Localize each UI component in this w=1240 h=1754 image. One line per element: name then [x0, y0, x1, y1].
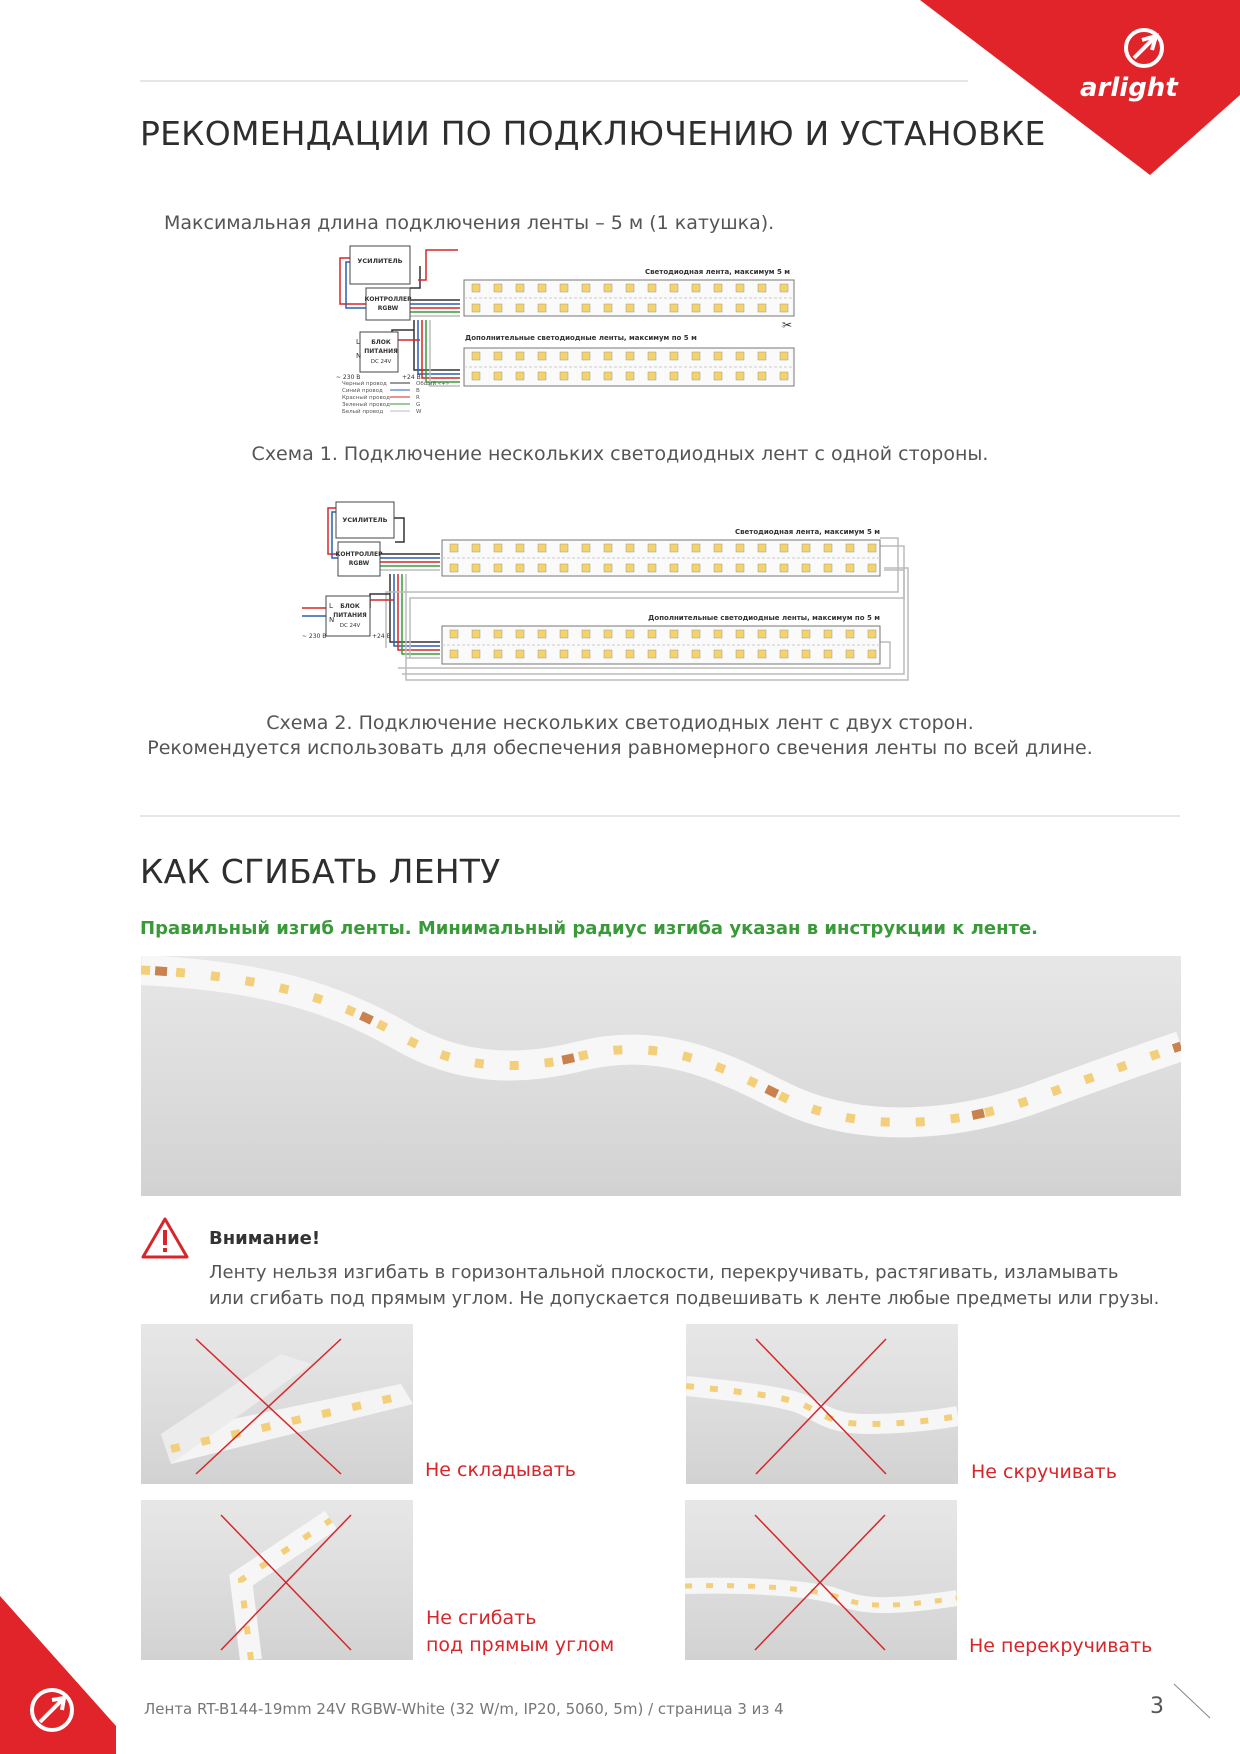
- led-chip: [626, 284, 634, 292]
- footer-text: Лента RT-B144-19mm 24V RGBW-White (32 W/m, IP20, 5060, 5m) / страница 3 из 4: [144, 1700, 784, 1718]
- amplifier-box: [350, 246, 410, 284]
- led-strip-2: [442, 626, 880, 664]
- led-chip: [648, 352, 656, 360]
- led-chip: [516, 564, 524, 572]
- svg-text:+24 В: +24 В: [402, 374, 421, 381]
- led-chip: [450, 650, 458, 658]
- led-chip: [758, 304, 766, 312]
- led-chip: [494, 564, 502, 572]
- led-chip: [538, 630, 546, 638]
- led-chip: [582, 284, 590, 292]
- led-chip: [472, 372, 480, 380]
- led-chip: [560, 284, 568, 292]
- label-do-not-bend-line2: под прямым углом: [426, 1634, 615, 1656]
- led-chip: [736, 544, 744, 552]
- svg-text:L: L: [356, 338, 360, 346]
- diagram-2-caption-line1: Схема 2. Подключение нескольких светодиодных лент с двух сторон.: [266, 712, 974, 734]
- led-chip: [736, 650, 744, 658]
- svg-text:+24 В: +24 В: [372, 633, 391, 640]
- led-chip: [802, 564, 810, 572]
- led-chip: [604, 352, 612, 360]
- fold-photo: [141, 1324, 413, 1484]
- wiring-diagram-2: [300, 498, 910, 693]
- svg-text:R: R: [416, 395, 420, 401]
- led-chip: [604, 650, 612, 658]
- led-chip: [846, 630, 854, 638]
- led-chip: [626, 564, 634, 572]
- svg-text:Синий провод: Синий провод: [342, 388, 383, 394]
- led-chip: [494, 650, 502, 658]
- led-chip: [472, 630, 480, 638]
- svg-text:W: W: [416, 409, 422, 415]
- warning-icon: [140, 1216, 190, 1260]
- label-do-not-bend: [426, 1605, 614, 1659]
- led-chip: [538, 304, 546, 312]
- led-chip: [516, 372, 524, 380]
- led-chip: [758, 372, 766, 380]
- correct-bend-photo: [141, 956, 1181, 1196]
- led-chip: [758, 544, 766, 552]
- svg-text:КОНТРОЛЛЕР: КОНТРОЛЛЕР: [364, 296, 412, 303]
- led-chip: [802, 544, 810, 552]
- led-chip: [824, 650, 832, 658]
- led-chip: [758, 630, 766, 638]
- label-do-not-fold: Не складывать: [425, 1459, 576, 1481]
- led-chip: [736, 630, 744, 638]
- led-chip: [516, 630, 524, 638]
- label-do-not-bend-line1: Не сгибать: [426, 1607, 537, 1629]
- led-chip: [626, 304, 634, 312]
- led-chip: [802, 630, 810, 638]
- svg-text:DC 24V: DC 24V: [339, 623, 361, 629]
- page-number: 3: [1150, 1694, 1164, 1719]
- brand-logo-text: arlight: [1080, 73, 1178, 103]
- controller-box: [338, 542, 380, 576]
- section-divider: [140, 815, 1180, 817]
- led-chip: [714, 284, 722, 292]
- svg-text:N: N: [356, 352, 362, 360]
- led-chip: [714, 564, 722, 572]
- led-chip: [714, 544, 722, 552]
- led-chip: [714, 372, 722, 380]
- led-chip: [582, 564, 590, 572]
- svg-text:L: L: [329, 602, 333, 610]
- led-chip: [604, 564, 612, 572]
- led-chip: [846, 650, 854, 658]
- label-do-not-twist: Не скручивать: [971, 1461, 1117, 1483]
- led-chip: [582, 352, 590, 360]
- svg-text:Красный провод: Красный провод: [342, 395, 390, 401]
- led-chip: [780, 650, 788, 658]
- led-chip: [472, 284, 480, 292]
- led-chip: [494, 352, 502, 360]
- svg-text:Черный провод: Черный провод: [342, 381, 387, 387]
- led-chip: [692, 544, 700, 552]
- diagram-2-caption-line2: Рекомендуется использовать для обеспечения равномерного свечения ленты по всей длине.: [147, 737, 1093, 759]
- led-chip: [648, 650, 656, 658]
- led-chip: [626, 544, 634, 552]
- warning-title: Внимание!: [209, 1228, 321, 1249]
- led-chip: [714, 650, 722, 658]
- led-chip: [494, 284, 502, 292]
- led-chip: [494, 372, 502, 380]
- led-chip: [736, 352, 744, 360]
- led-chip: [560, 372, 568, 380]
- led-chip: [846, 544, 854, 552]
- label-do-not-overtwist: Не перекручивать: [969, 1635, 1153, 1657]
- led-chip: [538, 650, 546, 658]
- led-chip: [560, 544, 568, 552]
- led-chip: [604, 304, 612, 312]
- led-chip: [868, 564, 876, 572]
- controller-box: [366, 288, 410, 320]
- led-chip: [670, 564, 678, 572]
- led-chip: [516, 304, 524, 312]
- led-chip: [780, 284, 788, 292]
- max-length-note: Максимальная длина подключения ленты – 5 м (1 катушка).: [164, 212, 775, 234]
- led-chip: [582, 304, 590, 312]
- led-chip: [450, 564, 458, 572]
- led-chip: [560, 304, 568, 312]
- led-chip: [824, 630, 832, 638]
- scissors-icon: ✂: [782, 318, 793, 332]
- led-chip: [560, 650, 568, 658]
- led-chip: [472, 544, 480, 552]
- svg-text:УСИЛИТЕЛЬ: УСИЛИТЕЛЬ: [342, 516, 388, 524]
- led-chip: [450, 544, 458, 552]
- svg-text:~ 230 В: ~ 230 В: [336, 374, 361, 381]
- led-chip: [560, 630, 568, 638]
- led-chip: [450, 630, 458, 638]
- led-chip: [472, 304, 480, 312]
- warning-line-2: или сгибать под прямым углом. Не допускается подвешивать к ленте любые предметы или грузы.: [209, 1288, 1160, 1309]
- svg-text:~ 230 В: ~ 230 В: [302, 633, 327, 640]
- led-chip: [648, 564, 656, 572]
- led-chip: [736, 564, 744, 572]
- led-chip: [670, 304, 678, 312]
- svg-text:УСИЛИТЕЛЬ: УСИЛИТЕЛЬ: [357, 257, 403, 265]
- led-chip: [516, 544, 524, 552]
- led-chip: [582, 544, 590, 552]
- led-chip: [516, 650, 524, 658]
- led-chip: [538, 544, 546, 552]
- svg-text:Дополнительные светодиодные ле: Дополнительные светодиодные ленты, максимум по 5 м: [648, 614, 880, 622]
- svg-text:БЛОК: БЛОК: [371, 339, 391, 346]
- led-chip: [868, 544, 876, 552]
- svg-text:Светодиодная лента, максимум 5: Светодиодная лента, максимум 5 м: [644, 268, 790, 276]
- led-chip: [538, 352, 546, 360]
- page-corner-slash: [1172, 1682, 1212, 1722]
- led-chip: [670, 372, 678, 380]
- led-chip: [846, 564, 854, 572]
- led-chip: [692, 372, 700, 380]
- warning-text: [209, 1260, 1159, 1312]
- led-chip: [648, 284, 656, 292]
- led-chip: [780, 352, 788, 360]
- svg-text:DC 24V: DC 24V: [370, 359, 392, 365]
- led-chip: [736, 372, 744, 380]
- led-chip: [670, 284, 678, 292]
- led-chip: [824, 564, 832, 572]
- led-chip: [648, 304, 656, 312]
- led-chip: [670, 650, 678, 658]
- section-title-bending: КАК СГИБАТЬ ЛЕНТУ: [140, 852, 501, 891]
- svg-text:ПИТАНИЯ: ПИТАНИЯ: [364, 348, 398, 355]
- led-chip: [538, 372, 546, 380]
- led-chip: [868, 630, 876, 638]
- led-chip: [758, 352, 766, 360]
- led-chip: [692, 352, 700, 360]
- svg-text:БЛОК: БЛОК: [340, 603, 360, 610]
- led-chip: [714, 630, 722, 638]
- led-chip: [538, 284, 546, 292]
- svg-text:ПИТАНИЯ: ПИТАНИЯ: [333, 612, 367, 619]
- warning-line-1: Ленту нельзя изгибать в горизонтальной плоскости, перекручивать, растягивать, изламывать: [209, 1262, 1119, 1283]
- svg-text:N: N: [329, 616, 335, 624]
- led-chip: [494, 544, 502, 552]
- svg-text:RGBW: RGBW: [348, 560, 370, 567]
- led-chip: [626, 650, 634, 658]
- led-chip: [736, 284, 744, 292]
- led-chip: [692, 564, 700, 572]
- svg-text:Светодиодная лента, максимум 5: Светодиодная лента, максимум 5 м: [734, 528, 880, 536]
- wiring-diagram-1: [330, 240, 900, 420]
- led-chip: [516, 352, 524, 360]
- led-chip: [604, 630, 612, 638]
- correct-bend-note: Правильный изгиб ленты. Минимальный радиус изгиба указан в инструкции к ленте.: [140, 918, 1039, 939]
- led-chip: [736, 304, 744, 312]
- svg-text:КОНТРОЛЛЕР: КОНТРОЛЛЕР: [335, 551, 383, 558]
- brand-corner-bottom: [0, 1596, 116, 1754]
- led-strip-1: [442, 540, 880, 576]
- led-chip: [780, 630, 788, 638]
- led-chip: [560, 352, 568, 360]
- led-chip: [780, 372, 788, 380]
- led-chip: [692, 630, 700, 638]
- svg-text:G: G: [416, 402, 421, 408]
- led-chip: [494, 304, 502, 312]
- top-divider: [140, 80, 968, 82]
- led-chip: [648, 630, 656, 638]
- twist-photo: [686, 1324, 958, 1484]
- led-chip: [670, 544, 678, 552]
- led-chip: [582, 372, 590, 380]
- led-chip: [626, 372, 634, 380]
- right-angle-photo: [141, 1500, 413, 1660]
- led-chip: [516, 284, 524, 292]
- led-chip: [692, 650, 700, 658]
- led-chip: [626, 630, 634, 638]
- led-chip: [604, 544, 612, 552]
- led-chip: [582, 630, 590, 638]
- led-chip: [692, 284, 700, 292]
- led-chip: [494, 630, 502, 638]
- svg-text:Белый провод: Белый провод: [342, 409, 384, 415]
- svg-text:Зеленый провод: Зеленый провод: [342, 402, 390, 408]
- led-chip: [868, 650, 876, 658]
- led-chip: [780, 564, 788, 572]
- led-chip: [714, 352, 722, 360]
- led-chip: [780, 304, 788, 312]
- led-chip: [472, 650, 480, 658]
- led-chip: [824, 544, 832, 552]
- led-chip: [714, 304, 722, 312]
- section-title-connection: РЕКОМЕНДАЦИИ ПО ПОДКЛЮЧЕНИЮ И УСТАНОВКЕ: [140, 114, 1046, 153]
- led-chip: [692, 304, 700, 312]
- led-chip: [648, 544, 656, 552]
- diagram-1-caption: Схема 1. Подключение нескольких светодиодных лент с одной стороны.: [251, 443, 989, 465]
- led-chip: [780, 544, 788, 552]
- svg-text:Общий «+»: Общий «+»: [416, 381, 450, 387]
- led-chip: [604, 372, 612, 380]
- svg-text:Дополнительные светодиодные ле: Дополнительные светодиодные ленты, максимум по 5 м: [465, 334, 697, 342]
- led-chip: [560, 564, 568, 572]
- led-chip: [758, 650, 766, 658]
- led-chip: [582, 650, 590, 658]
- led-chip: [472, 564, 480, 572]
- led-chip: [604, 284, 612, 292]
- svg-text:RGBW: RGBW: [377, 305, 399, 312]
- led-chip: [670, 630, 678, 638]
- svg-text:B: B: [416, 388, 420, 394]
- led-chip: [802, 650, 810, 658]
- led-chip: [648, 372, 656, 380]
- led-chip: [538, 564, 546, 572]
- led-chip: [472, 352, 480, 360]
- led-chip: [670, 352, 678, 360]
- led-chip: [758, 284, 766, 292]
- led-chip: [626, 352, 634, 360]
- led-chip: [758, 564, 766, 572]
- overtwist-photo: [685, 1500, 957, 1660]
